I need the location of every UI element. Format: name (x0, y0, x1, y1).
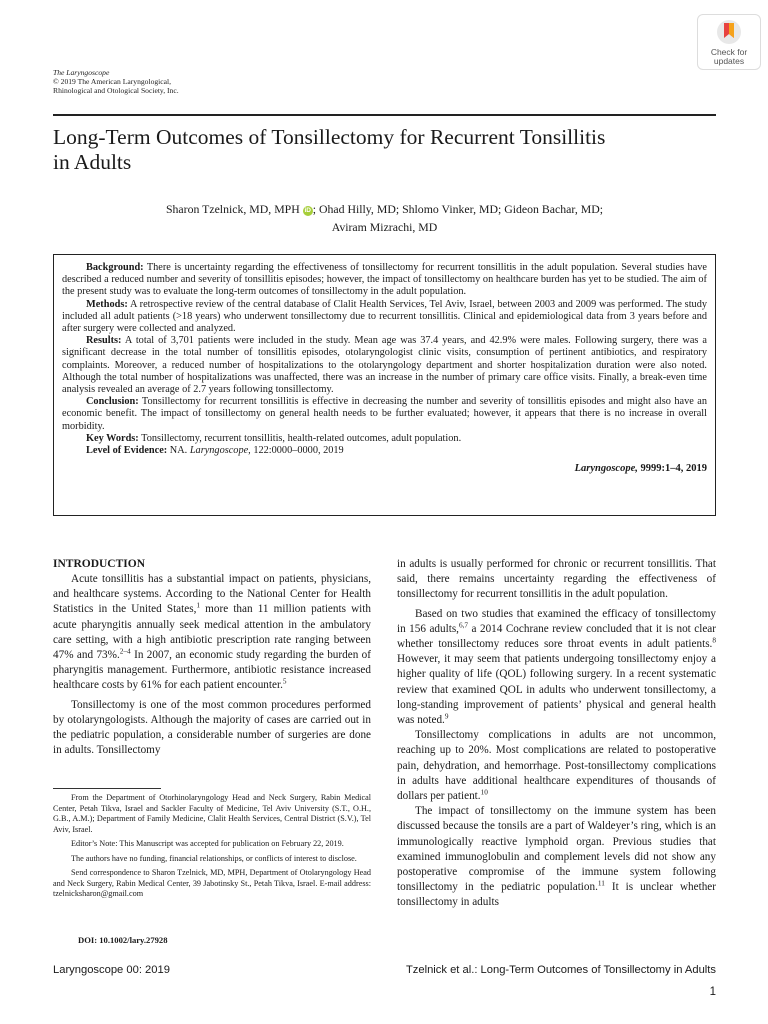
bookmark-ribbon-icon (716, 19, 742, 45)
journal-header (53, 68, 179, 95)
abstract-methods (62, 299, 707, 336)
methods-text: A retrospective review of the central database of Clalit Health Services, Tel Aviv, Israel, between 2003 and 2009 was performed. The study included all adult patients (>18 years) who underwent tonsillectomy due to recurrent tonsillitis. Clinical and epidemiological data from 3 years before and after surgery were collected and analyzed. (62, 298, 707, 335)
authors-rest: ; Ohad Hilly, MD; Shlomo Vinker, MD; Gideon Bachar, MD; (312, 202, 604, 216)
title-rule (53, 114, 716, 116)
authors-line-1 (53, 200, 716, 218)
text-segment: Acute tonsillitis has a substantial impact on patients, physicians, and healthcare systems. According to the National Center for Health Statistics in the United States, (53, 573, 371, 616)
footnotes (53, 793, 371, 904)
right-paragraph-2 (397, 728, 716, 804)
abstract-background (62, 262, 707, 299)
footnote-correspondence: Send correspondence to Sharon Tzelnick, MD, MPH, Department of Otolaryngology Head and Neck Surgery, Rabin Medical Center, 39 Jabotinsky St., Petah Tikva, Israel. E-mail address: tzelnicksharon@gmail.com (53, 868, 371, 898)
right-paragraph-1 (397, 607, 716, 729)
orcid-icon[interactable]: iD (304, 207, 311, 214)
abstract-box (53, 254, 716, 516)
citation-ref[interactable]: 6,7 (458, 621, 469, 630)
text-segment: more than 11 million patients with acute pharyngitis annually seek medical attention in the ambulatory care setting, with a high antibiotic prescription rate ranging between 47% and 73%. (53, 603, 371, 662)
citation-rest: 9999:1–4, 2019 (637, 463, 707, 475)
check-updates-line-2: updates (713, 56, 745, 66)
keywords-text: Tonsillectomy, recurrent tonsillitis, health-related outcomes, adult population. (138, 432, 462, 444)
page-number: 1 (709, 986, 716, 998)
evidence-text-pre: NA. (167, 445, 190, 457)
evidence-text-post: 122:0000–0000, 2019 (250, 445, 344, 457)
footer-journal: Laryngoscope 00: 2019 (53, 964, 170, 976)
check-for-updates-badge[interactable] (697, 14, 761, 70)
methods-label: Methods: (86, 298, 128, 310)
right-paragraph-0: in adults is usually performed for chronic or recurrent tonsillitis. That said, there remains uncertainty regarding the effectiveness of tonsillectomy for recurrent tonsillitis in the adult population. (397, 558, 716, 601)
evidence-journal: Laryngoscope, (189, 445, 251, 457)
doi-link[interactable]: DOI: 10.1002/lary.27928 (78, 935, 168, 945)
text-segment: It is unclear whether tonsillectomy in adults (397, 881, 716, 909)
citation-ref[interactable]: 11 (597, 879, 605, 888)
article-title (53, 125, 713, 175)
title-line-2: in Adults (53, 150, 132, 174)
authors-line-2: Aviram Mizrachi, MD (331, 220, 438, 234)
abstract-keywords (62, 433, 707, 445)
results-label: Results: (86, 335, 122, 347)
citation-ref[interactable]: 2–4 (119, 647, 131, 656)
background-label: Background: (86, 262, 144, 273)
right-column (397, 557, 716, 911)
left-paragraph-2: Tonsillectomy is one of the most common procedures performed by otolaryngologists. Although the majority of cases are carried out in the pediatric population, a considerable number of surgeries are done in adults. Tonsillectomy (53, 698, 371, 757)
text-segment: Based on two studies that examined the efficacy of tonsillectomy in 156 adults, (397, 607, 716, 635)
footnote-rule (53, 788, 161, 789)
title-line-1: Long-Term Outcomes of Tonsillectomy for Recurrent Tonsillitis (53, 125, 606, 149)
author-list (53, 200, 716, 236)
left-paragraph-1 (53, 572, 371, 694)
keywords-label: Key Words: (86, 432, 139, 444)
abstract-conclusion (62, 396, 707, 433)
citation-ref[interactable]: 9 (444, 712, 449, 721)
citation-journal: Laryngoscope, (574, 463, 638, 475)
copyright-line-2: Rhinological and Otological Society, Inc. (53, 86, 179, 95)
background-text: There is uncertainty regarding the effectiveness of tonsillectomy for recurrent tonsillitis in the adult population. Several studies have described a reduced number and severity of tonsillitis episodes; however, the impact of tonsillectomy on healthcare burden has yet to be studied. The aim of the present study was to evaluate the long-term outcomes of tonsillectomy in the adult population. (62, 262, 707, 298)
text-segment: In 2007, an economic study regarding the burden of pharyngitis management. Furthermore, antibiotic resistance increased healthcare costs by 61% for each patient encounter. (53, 649, 372, 692)
footnote-conflicts: The authors have no funding, financial relationships, or conflicts of interest to disclose. (71, 853, 357, 863)
abstract-results (62, 335, 707, 396)
citation-ref[interactable]: 10 (480, 788, 488, 797)
results-text: A total of 3,701 patients were included in the study. Mean age was 37.4 years, and 42.9% were males. Following surgery, there was a significant decrease in the total number of tonsillitis episodes, otolaryngologist clinic visits, consumption of pertinent antibiotics, and respiratory complaints. Moreover, a reduced number of hospitalizations to the otolaryngology department and shorter hospitalization duration were also noted. Although the total number of hospitalizations was unaffected, there was an increase in the number of primary care office visits. Finally, a break-even time analysis revealed an average of 2.7 years following tonsillectomy. (62, 335, 707, 396)
conclusion-text: Tonsillectomy for recurrent tonsillitis is effective in decreasing the number and severity of tonsillitis episodes and might also have an economic benefit. The impact of tonsillectomy on general health needs to be further evaluated; however, it appears that there is no increase in overall morbidity. (62, 396, 707, 432)
copyright-line-1: © 2019 The American Laryngological, (53, 77, 172, 86)
text-segment: a 2014 Cochrane review concluded that it is not clear whether tonsillectomy reduces sore throat events in adult patients. (397, 622, 716, 651)
abstract-citation (62, 463, 707, 475)
footer-running-title: Tzelnick et al.: Long-Term Outcomes of Tonsillectomy in Adults (405, 964, 716, 976)
evidence-label: Level of Evidence: (86, 445, 168, 457)
author-first: Sharon Tzelnick, MD, MPH (165, 202, 303, 216)
footnote-editor-note: Editor’s Note: This Manuscript was accepted for publication on February 22, 2019. (71, 839, 344, 848)
citation-ref[interactable]: 5 (282, 677, 287, 686)
right-paragraph-3 (397, 804, 716, 910)
text-segment: However, it may seem that patients undergoing tonsillectomy enjoy a higher quality of life (QOL) following surgery. In a recent systematic review that examined QOL in adults who underwent tonsillectomy, a long-standing improvement of patients’ physical and general health was noted. (397, 653, 716, 727)
left-column (53, 557, 371, 758)
section-heading-introduction: INTRODUCTION (53, 558, 146, 570)
journal-name: The Laryngoscope (53, 68, 110, 77)
conclusion-label: Conclusion: (86, 396, 139, 408)
citation-ref[interactable]: 1 (196, 601, 201, 610)
text-segment: The impact of tonsillectomy on the immune system has been discussed because the tonsils are a part of Waldeyer’s ring, which is an immunologically reactive lymphoid organ. Previous studies that examined immunoglobulin and complement levels did not show any postoperative compromise of the immune system following tonsillectomy in the pediatric population. (397, 805, 716, 894)
footnote-affiliation: From the Department of Otorhinolaryngology Head and Neck Surgery, Rabin Medical Center, Petah Tikva, Israel and Sackler Faculty of Medicine, Tel Aviv University (S.T., O.H., G.B., A.M.); Department of Family Medicine, Clalit Health Services, Central District (S.V.), Tel Aviv, Israel. (53, 793, 371, 834)
citation-ref[interactable]: 8 (712, 636, 716, 645)
check-updates-line-1: Check for (710, 47, 748, 57)
abstract-evidence (62, 445, 707, 457)
text-segment: Tonsillectomy complications in adults are not uncommon, reaching up to 20%. Most complications are related to postoperative pain, dehydration, and hemorrhage. Post-tonsillectomy complications in adults have additional healthcare expenditures of thousands of dollars per patient. (397, 729, 716, 803)
